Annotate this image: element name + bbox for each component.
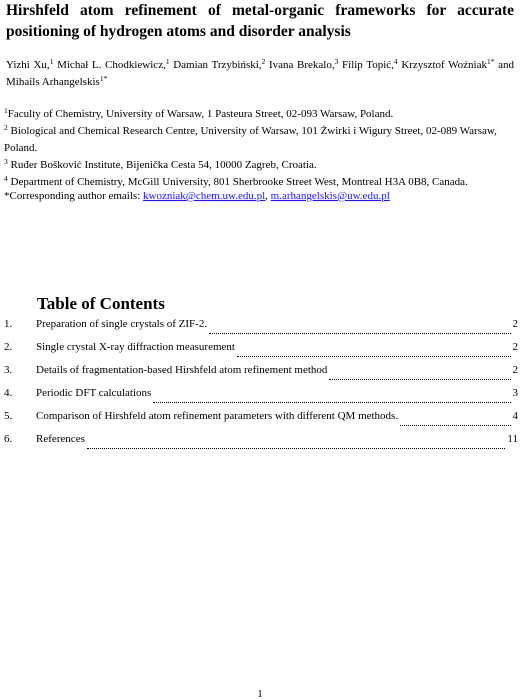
- toc-item[interactable]: [4, 362, 518, 385]
- toc-item[interactable]: [4, 431, 518, 454]
- toc-item-number: 2.: [4, 341, 13, 353]
- toc-leader-dots: [87, 447, 506, 449]
- toc-item-title: References: [36, 433, 85, 445]
- affiliation-text: Biological and Chemical Research Centre, University of Warsaw, 101 Żwirki i Wigury Street, 02-089 Warsaw, Poland.: [4, 125, 497, 154]
- author-list: [6, 57, 514, 91]
- author-name: Michał L. Chodkiewicz,: [57, 59, 166, 71]
- toc-item-title: Comparison of Hirshfeld atom refinement parameters with different QM methods.: [36, 410, 399, 422]
- affiliation-1: [4, 106, 516, 123]
- author-sup: 1*: [486, 57, 495, 66]
- affiliation-sup: 4: [4, 174, 8, 183]
- author-sup: 1: [49, 57, 54, 66]
- author-5: [342, 59, 398, 71]
- toc-item-number: 4.: [4, 387, 13, 399]
- affiliation-text: Ruđer Bošković Institute, Bijenička Cesta 54, 10000 Zagreb, Croatia.: [10, 159, 317, 171]
- affiliation-sup: 1: [4, 106, 8, 115]
- email-link-arhangelskis[interactable]: m.arhangelskis@uw.edu.pl: [270, 190, 390, 202]
- page-number: 1: [257, 688, 263, 700]
- author-4: [269, 59, 338, 71]
- author-3: [173, 59, 265, 71]
- affiliation-sup: 3: [4, 157, 8, 166]
- email-separator: ,: [265, 190, 271, 202]
- toc-leader-dots: [329, 378, 510, 380]
- toc-item-number: 1.: [4, 318, 13, 330]
- affiliation-text: Department of Chemistry, McGill University, 801 Sherbrooke Street West, Montreal H3A 0B8, Canada.: [10, 176, 468, 188]
- author-name: Yizhi Xu,: [6, 59, 50, 71]
- toc-item-number: 3.: [4, 364, 13, 376]
- toc-item[interactable]: [4, 408, 518, 431]
- toc-item[interactable]: [4, 339, 518, 362]
- email-link-kwozniak[interactable]: kwozniak@chem.uw.edu.pl: [143, 190, 266, 202]
- toc-item-page: 2: [512, 318, 518, 330]
- toc-leader-dots: [237, 355, 511, 357]
- affiliation-text: Faculty of Chemistry, University of Warsaw, 1 Pasteura Street, 02-093 Warsaw, Poland.: [7, 108, 394, 120]
- author-1: [6, 59, 53, 71]
- toc-item[interactable]: [4, 316, 518, 339]
- author-name: and Mihails Arhangelskis: [6, 59, 515, 88]
- author-2: [57, 59, 169, 71]
- author-sup: 1: [165, 57, 170, 66]
- author-sup: 2: [261, 57, 266, 66]
- author-name: Damian Trzybiński,: [173, 59, 262, 71]
- author-sup: 4: [393, 57, 398, 66]
- toc-item-page: 4: [512, 410, 518, 422]
- corresponding-label: *Corresponding author emails:: [4, 190, 144, 202]
- toc-item-page: 11: [507, 433, 518, 445]
- author-name: Ivana Brekalo,: [268, 59, 335, 71]
- toc-leader-dots: [209, 332, 510, 334]
- affiliation-3: [4, 157, 516, 174]
- toc-item-page: 3: [512, 387, 518, 399]
- toc-item-number: 6.: [4, 433, 13, 445]
- author-sup: 3: [334, 57, 339, 66]
- affiliation-sup: 2: [4, 123, 8, 132]
- author-6: [401, 59, 494, 71]
- toc-item-title: Periodic DFT calculations: [36, 387, 152, 399]
- author-sup: 1*: [99, 74, 108, 83]
- toc-item-page: 2: [512, 341, 518, 353]
- toc-item-title: Preparation of single crystals of ZIF-2.: [36, 318, 208, 330]
- affiliation-2: [4, 123, 516, 157]
- author-name: Filip Topić,: [342, 59, 394, 71]
- toc-item[interactable]: [4, 385, 518, 408]
- toc-leader-dots: [153, 401, 510, 403]
- table-of-contents: [4, 316, 518, 454]
- toc-leader-dots: [400, 424, 510, 426]
- toc-item-page: 2: [512, 364, 518, 376]
- toc-item-number: 5.: [4, 410, 13, 422]
- author-name: Krzysztof Woźniak: [401, 59, 487, 71]
- corresponding-authors: [4, 188, 516, 205]
- toc-item-title: Single crystal X-ray diffraction measurement: [36, 341, 235, 353]
- toc-heading: Table of Contents: [37, 294, 165, 313]
- paper-title: Hirshfeld atom refinement of metal-organic frameworks for accurate positioning of hydrogen atoms and disorder analysis: [6, 2, 514, 40]
- toc-item-title: Details of fragmentation-based Hirshfeld atom refinement method: [36, 364, 328, 376]
